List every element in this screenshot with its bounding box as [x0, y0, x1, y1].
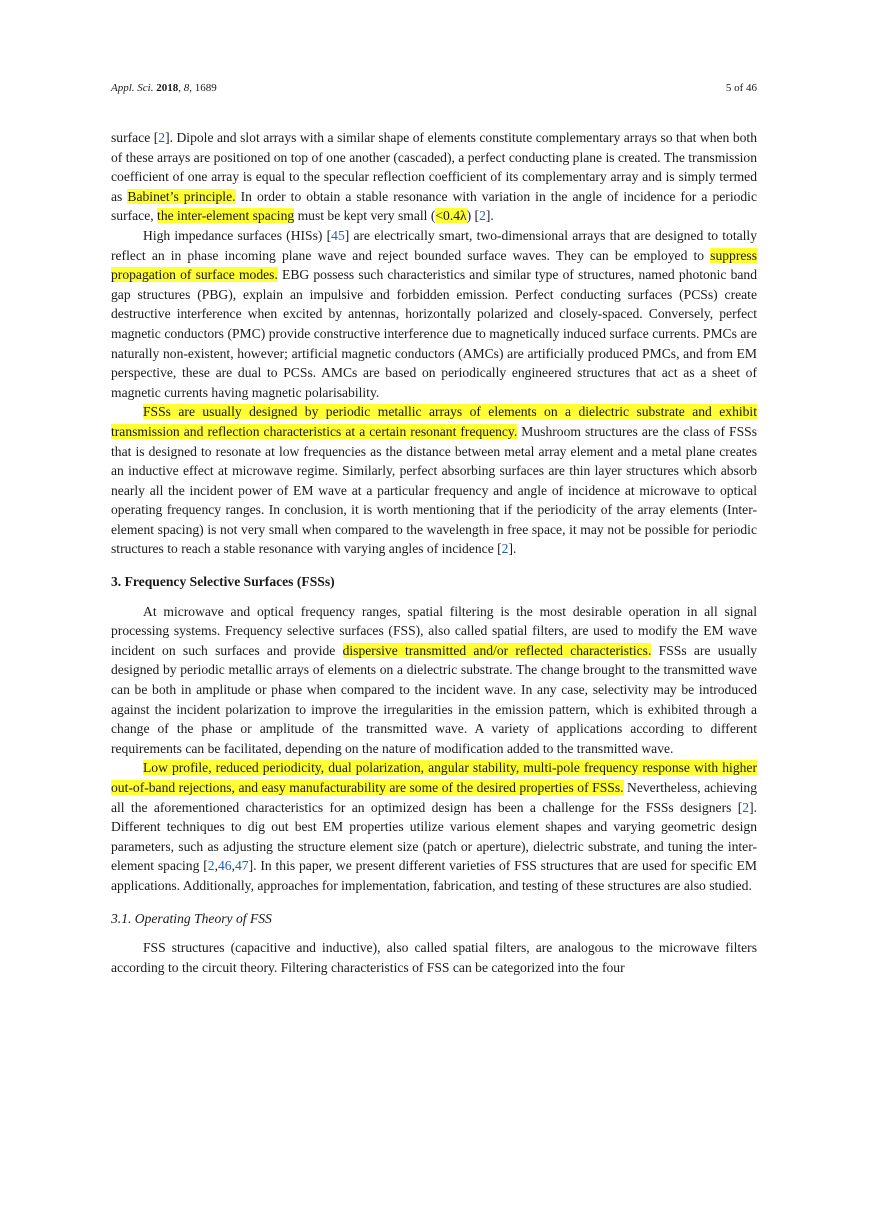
citation-link[interactable]: 2: [742, 799, 750, 815]
text: Nevertheless, achieving all the aforementioned characteristics for an optimized design has been a challenge for the FSSs designers [: [111, 780, 757, 815]
text: ) [: [466, 208, 480, 224]
text: In order to obtain a stable resonance with variation in the angle of incidence for a periodic surface,: [111, 188, 757, 224]
text: surface [: [111, 130, 159, 145]
text: ,: [231, 858, 235, 874]
citation-link[interactable]: 2: [158, 130, 166, 145]
text: ] are electrically smart, two-dimensional arrays that are designed to totally reflect an in phase incoming plane wave and reject bounded surface waves. They can be employed to: [111, 227, 757, 263]
citation-link[interactable]: 2: [207, 858, 215, 874]
highlighted-text: the inter-element spacing: [157, 208, 295, 224]
text: At microwave and optical frequency ranges, spatial filtering is the most desirable operation in all signal processing systems. Frequency selective surfaces (FSS), also called spatial filters, are used to modify the EM wave incident on such surfaces and provide: [111, 603, 757, 658]
text: ]. Different techniques to dig out best EM properties utilize various element shapes and varying geometric design parameters, such as adjusting the structure element size (patch or aperture), dielectric substrate, and tuning the inter-element spacing [: [111, 799, 757, 874]
citation-link[interactable]: 47: [234, 858, 249, 874]
paragraph: [111, 758, 757, 895]
highlighted-text: suppress propagation of surface modes.: [111, 247, 757, 283]
article-number: 1689: [194, 82, 217, 94]
journal-name: Appl. Sci.: [111, 82, 154, 94]
text: ,: [214, 858, 218, 874]
highlighted-text: Babinet’s principle.: [127, 188, 236, 204]
highlighted-text: dispersive transmitted and/or reflected characteristics.: [342, 642, 652, 658]
journal-year: 2018: [156, 82, 179, 94]
paragraph: [111, 402, 757, 559]
text: ]. In this paper, we present different varieties of FSS structures that are used for specific EM applications. Additionally, approaches for implementation, fabrication, and testing of these structures are also studied.: [111, 858, 758, 893]
paragraph: [111, 226, 757, 402]
highlighted-text: Low profile, reduced periodicity, dual polarization, angular stability, multi-pole frequency response with higher out-of-band rejections, and easy manufacturability are some of the desired properties of FSSs.: [111, 760, 757, 795]
section-heading: 3. Frequency Selective Surfaces (FSSs): [111, 574, 335, 590]
paragraph: [111, 128, 757, 226]
page-header: [111, 80, 757, 96]
text: FSS structures (capacitive and inductive), also called spatial filters, are analogous to the microwave filters according to the circuit theory. Filtering characteristics of FSS can be categorized into the four: [111, 940, 757, 975]
subsection-heading: 3.1. Operating Theory of FSS: [111, 910, 272, 926]
citation-link[interactable]: 2: [501, 541, 509, 557]
text: FSSs are usually designed by periodic metallic arrays of elements on a dielectric substrate. The change brought to the transmitted wave can be both in amplitude or phase when compared to the incident wave. In any case, selectivity may be introduced against the incident polarization to improve the irregularities in the emission pattern, which is exhibited through a change of the phase or amplitude of the transmitted wave. A variety of applications according to different requirements can be facilitated, depending on the nature of modification added to the transmitted wave.: [111, 642, 758, 756]
paragraph: [111, 938, 757, 977]
highlighted-text: FSSs are usually designed by periodic metallic arrays of elements on a dielectric substrate and exhibit transmission and reflection characteristics at a certain resonant frequency.: [111, 404, 757, 439]
citation-link[interactable]: 2: [479, 208, 486, 224]
journal-citation: Appl. Sci. 2018, 8, 1689: [111, 82, 217, 94]
article-body: [111, 128, 757, 977]
citation-link[interactable]: 46: [217, 858, 232, 874]
text: High impedance surfaces (HISs) [: [143, 227, 332, 243]
text: EBG possess such characteristics and similar type of structures, named photonic band gap structures (PBG), explain an impulsive and forbidden emission. Perfect conducting surfaces (PCSs) create destructive interference when excited by antennas, horizontally polarized and closely-spaced. Conversely, perfect magnetic conductors (PMC) provide constructive interference due to magnetically induced surface currents. PMCs are naturally non-existent, however; artificial magnetic conductors (AMCs) are artificially produced PMCs, and from EM perspective, these are dual to PCSs. AMCs are based on periodically engineered structures that act as a sheet of magnetic currents having magnetic polarisability.: [111, 267, 757, 400]
journal-volume: 8: [183, 82, 190, 94]
paragraph: [111, 602, 757, 759]
citation-link[interactable]: 45: [331, 227, 345, 243]
text: ].: [485, 208, 494, 224]
text: ].: [508, 541, 517, 557]
highlighted-text: <0.4λ: [435, 208, 467, 224]
page-number: 5 of 46: [725, 82, 757, 94]
text: must be kept very small (: [294, 208, 436, 224]
text: Mushroom structures are the class of FSSs that is designed to resonate at low frequencies as the distance between metal array element and a metal plane creates an inductive effect at microwave regime. Similarly, perfect absorbing surfaces are thin layer structures which absorb nearly all the incident power of EM wave at a particular frequency and angle of incidence at microwave to optical operating frequency ranges. In conclusion, it is worth mentioning that if the periodicity of the array elements (Inter-element spacing) is not very small when compared to the wavelength in free space, it may not be possible for periodic structures to reach a stable resonance with varying angles of incidence [: [111, 423, 757, 557]
text: ]. Dipole and slot arrays with a similar shape of elements constitute complementary arrays so that when both of these arrays are positioned on top of one another (cascaded), a perfect conducting plane is created. The transmission coefficient of one array is equal to the specular reflection coefficient of its complementary array and is simply termed as: [111, 130, 757, 204]
